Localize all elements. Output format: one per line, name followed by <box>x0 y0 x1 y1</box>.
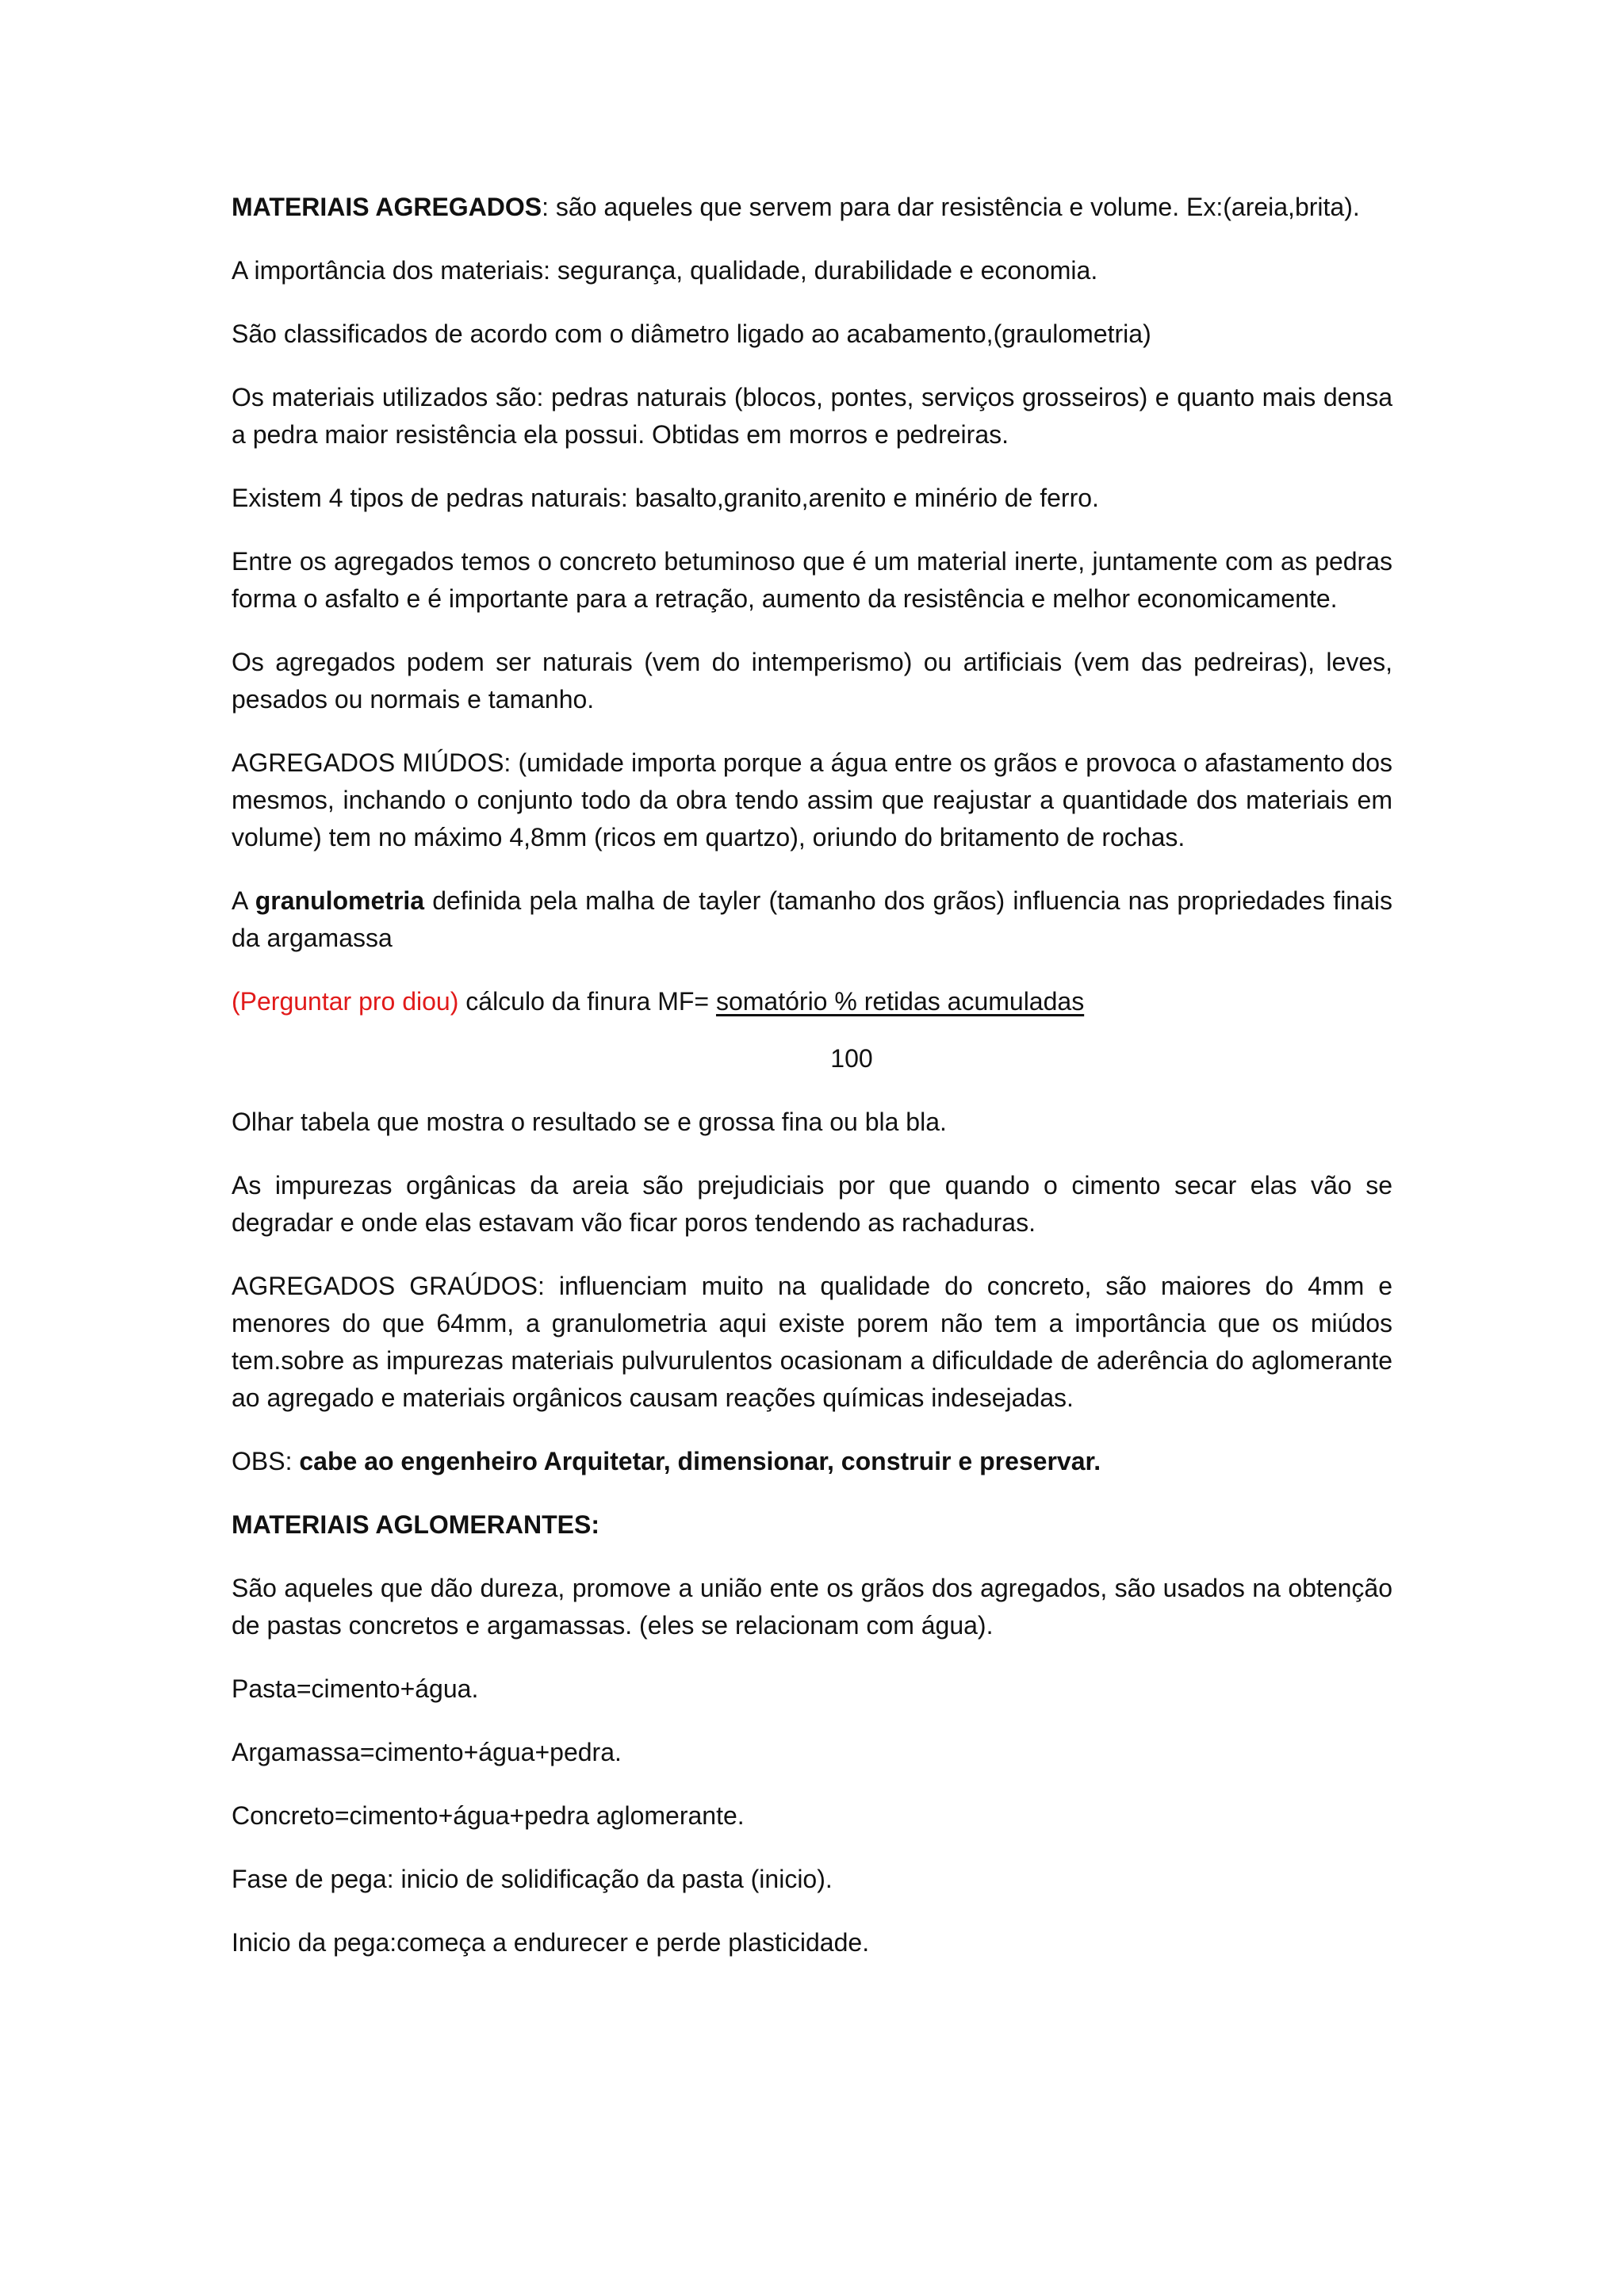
paragraph-concreto: Concreto=cimento+água+pedra aglomerante. <box>232 1801 745 1830</box>
paragraph-importancia: A importância dos materiais: segurança, qualidade, durabilidade e economia. <box>232 256 1098 285</box>
text-materiais-agregados: : são aqueles que servem para dar resistência e volume. Ex:(areia,brita). <box>542 193 1360 221</box>
paragraph-agregados-graudos: AGREGADOS GRAÚDOS: influenciam muito na qualidade do concreto, são maiores do 4mm e menores do que 64mm, a granulometria aqui existe porem não tem a importância que os miúdos tem.sobre as impurezas materiais pulvurulentos ocasionam a dificuldade de aderência do aglomerante ao agregado e materiais orgânicos causam reações químicas indesejadas. <box>232 1272 1392 1412</box>
paragraph-olhar-tabela: Olhar tabela que mostra o resultado se e grossa fina ou bla bla. <box>232 1108 947 1136</box>
calculo-text: cálculo da finura MF= <box>458 987 716 1016</box>
paragraph-fase-pega: Fase de pega: inicio de solidificação da pasta (inicio). <box>232 1865 833 1893</box>
obs-text: cabe ao engenheiro Arquitetar, dimensionar, construir e preservar. <box>299 1447 1101 1475</box>
paragraph-classificacao: São classificados de acordo com o diâmetro ligado ao acabamento,(graulometria) <box>232 320 1151 348</box>
formula-denominator: 100 <box>830 1044 873 1073</box>
paragraph-calculo-finura <box>232 983 1392 1020</box>
formula-numerator: somatório % retidas acumuladas <box>715 987 1085 1016</box>
paragraph-granulometria <box>232 882 1392 957</box>
paragraph-impurezas: As impurezas orgânicas da areia são prejudiciais por que quando o cimento secar elas vão se degradar e onde elas estavam vão ficar poros tendendo as rachaduras. <box>232 1171 1392 1237</box>
paragraph-tipos-pedras: Existem 4 tipos de pedras naturais: basalto,granito,arenito e minério de ferro. <box>232 484 1099 512</box>
paragraph-materiais-agregados <box>232 189 1392 226</box>
paragraph-concreto-betuminoso: Entre os agregados temos o concreto betuminoso que é um material inerte, juntamente com as pedras forma o asfalto e é importante para a retração, aumento da resistência e melhor economicamente. <box>232 547 1392 613</box>
granulometria-bold: granulometria <box>255 886 425 915</box>
obs-label: OBS: <box>232 1447 300 1475</box>
paragraph-pasta: Pasta=cimento+água. <box>232 1674 479 1703</box>
granulometria-prefix: A <box>232 886 255 915</box>
heading-materiais-aglomerantes: MATERIAIS AGLOMERANTES: <box>232 1510 599 1539</box>
paragraph-obs <box>232 1443 1392 1480</box>
heading-materiais-agregados: MATERIAIS AGREGADOS <box>232 193 542 221</box>
paragraph-inicio-pega: Inicio da pega:começa a endurecer e perde plasticidade. <box>232 1928 870 1957</box>
note-perguntar: (Perguntar pro diou) <box>232 987 459 1016</box>
paragraph-aglomerantes: São aqueles que dão dureza, promove a união ente os grãos dos agregados, são usados na obtenção de pastas concretos e argamassas. (eles se relacionam com água). <box>232 1574 1392 1640</box>
paragraph-argamassa: Argamassa=cimento+água+pedra. <box>232 1738 622 1766</box>
paragraph-agregados-miudos: AGREGADOS MIÚDOS: (umidade importa porque a água entre os grãos e provoca o afastamento dos mesmos, inchando o conjunto todo da obra tendo assim que reajustar a quantidade dos materiais em volume) tem no máximo 4,8mm (ricos em quartzo), oriundo do britamento de rochas. <box>232 748 1392 851</box>
granulometria-text: definida pela malha de tayler (tamanho dos grãos) influencia nas propriedades finais da argamassa <box>232 886 1393 952</box>
paragraph-agregados-naturais: Os agregados podem ser naturais (vem do intemperismo) ou artificiais (vem das pedreiras), leves, pesados ou normais e tamanho. <box>232 648 1392 714</box>
paragraph-materiais-utilizados: Os materiais utilizados são: pedras naturais (blocos, pontes, serviços grosseiros) e quanto mais densa a pedra maior resistência ela possui. Obtidas em morros e pedreiras. <box>232 383 1392 449</box>
